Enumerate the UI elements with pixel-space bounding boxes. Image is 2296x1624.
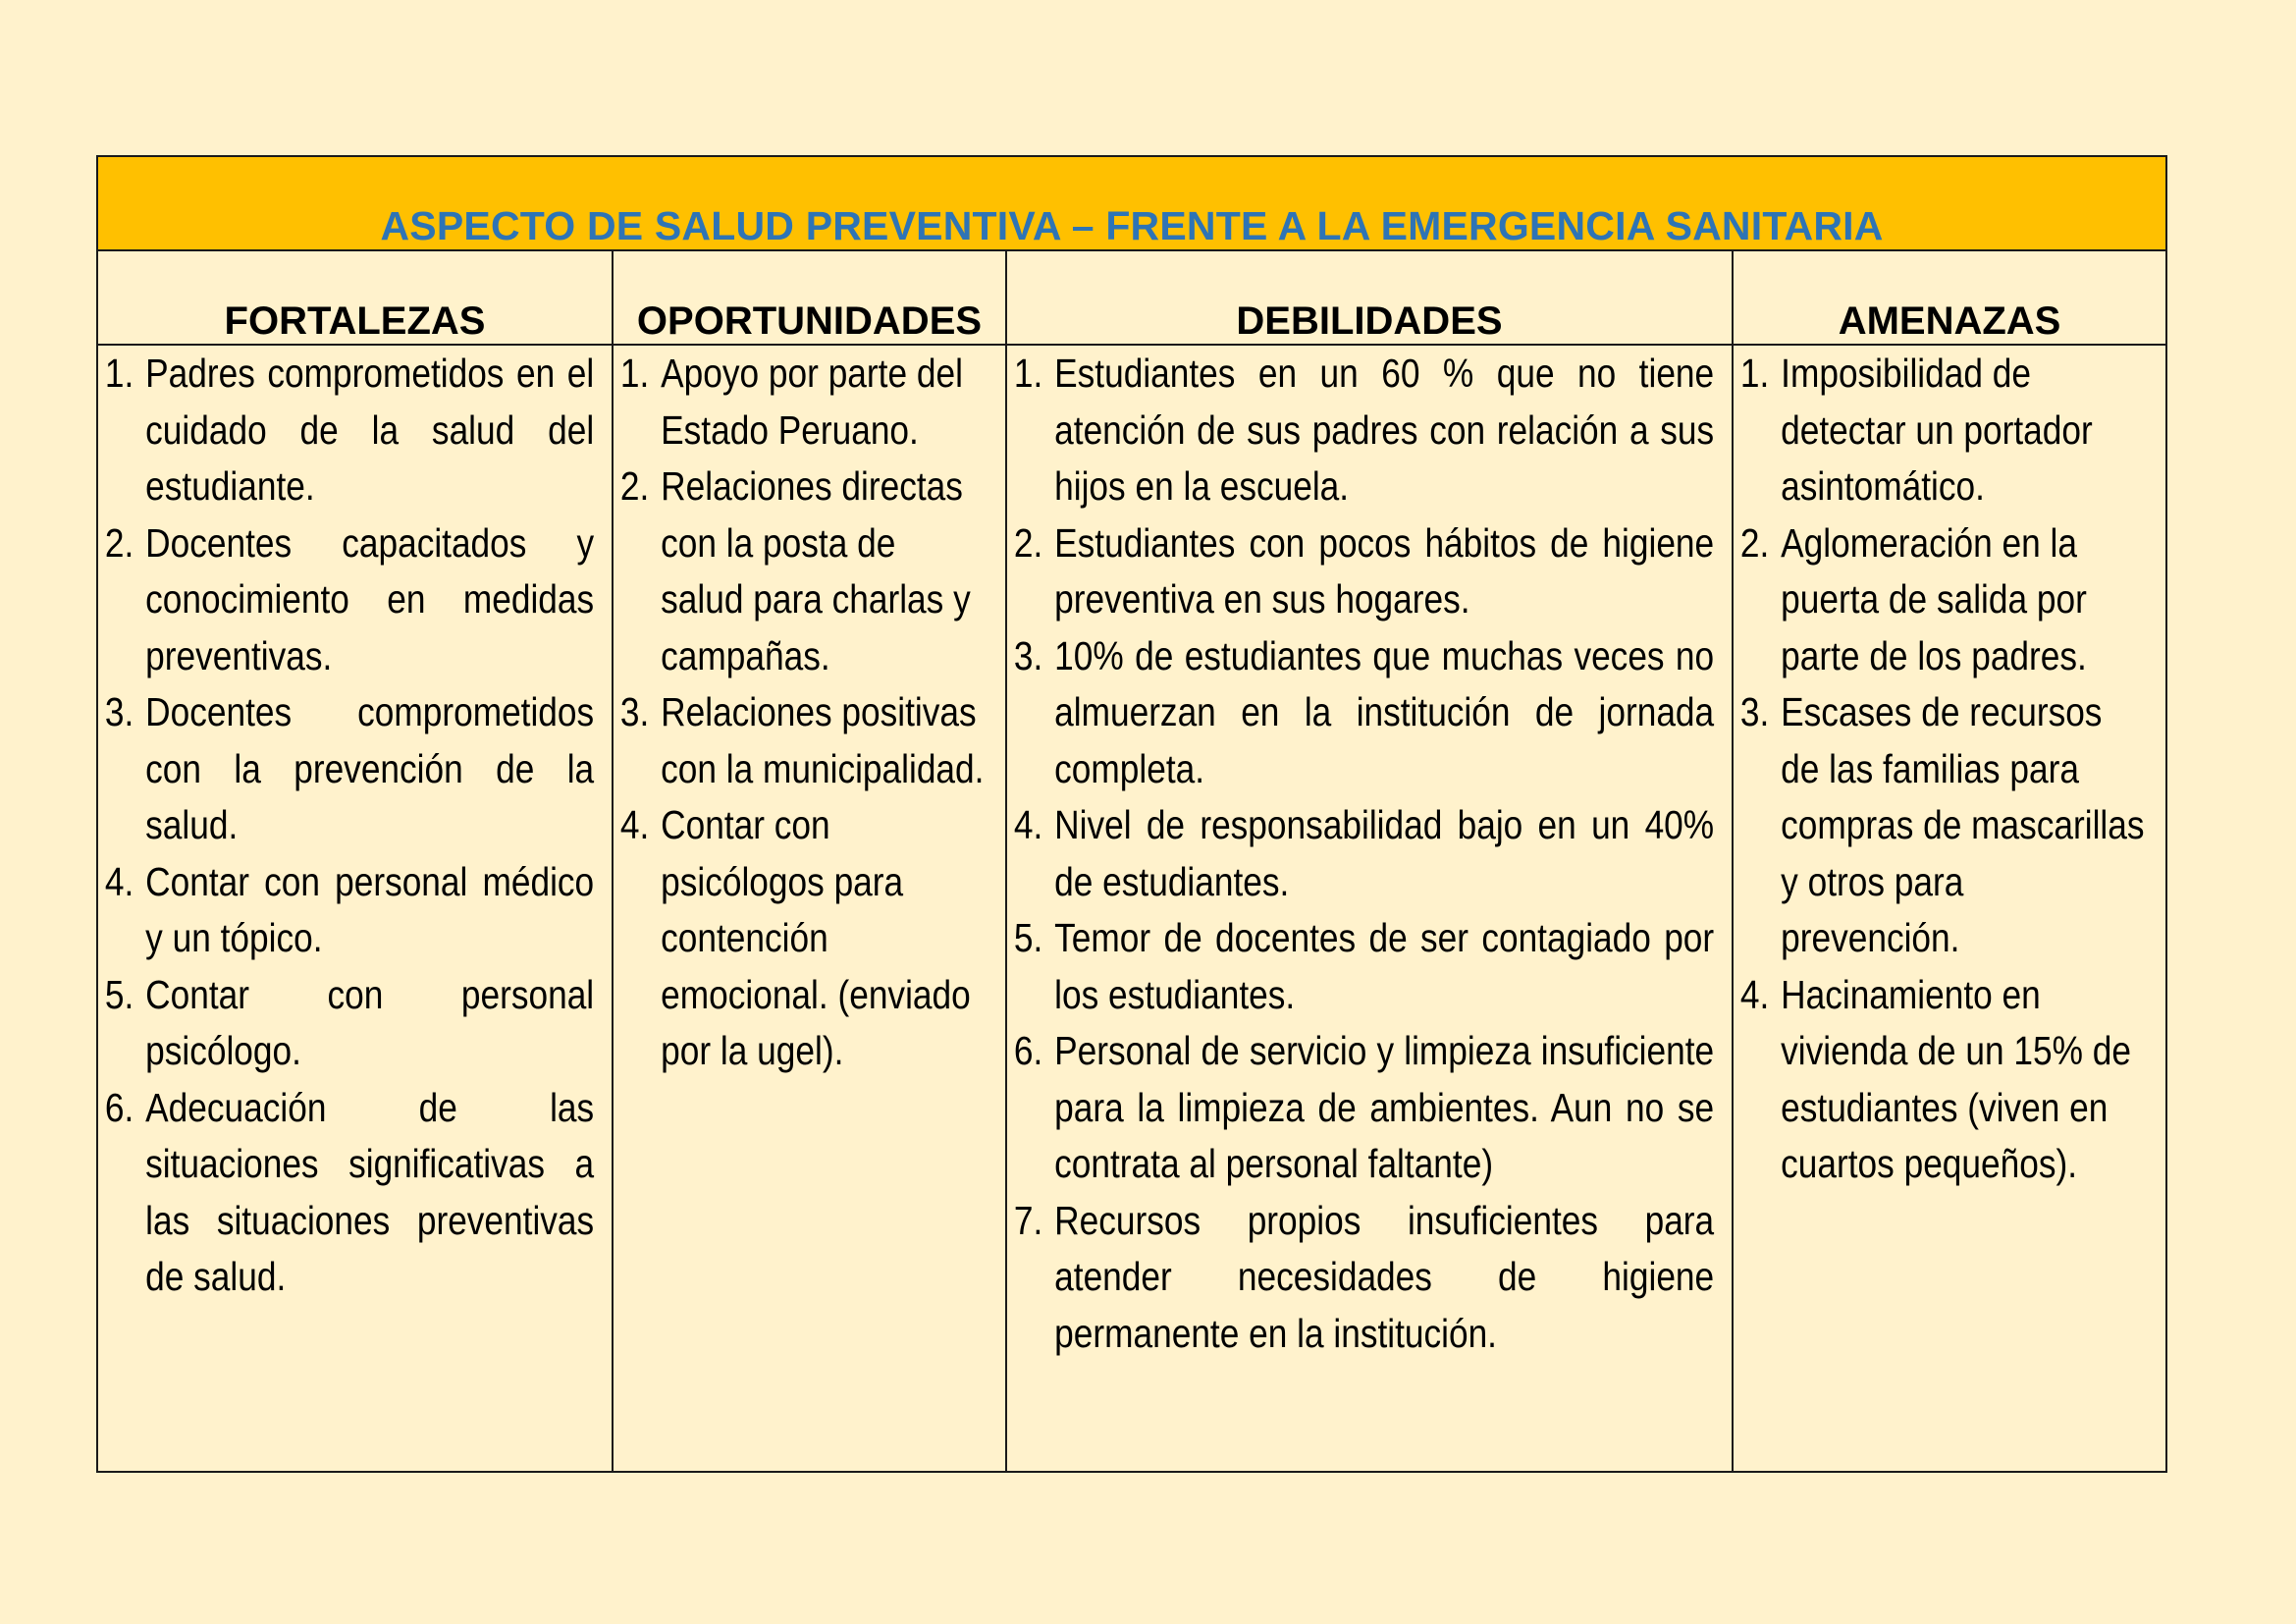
header-oportunidades: OPORTUNIDADES	[613, 250, 1006, 345]
list-item	[1007, 1023, 1714, 1193]
item-text: Hacinamiento en vivienda de un 15% de estudiantes (viven en cuartos pequeños).	[1781, 971, 2131, 1186]
list-item	[1734, 684, 2148, 967]
list-item	[614, 797, 988, 1080]
item-text: Contar con personal psicólogo.	[145, 971, 595, 1073]
item-number: 3.	[104, 689, 134, 734]
list-item	[1734, 967, 2148, 1193]
fortalezas-list	[98, 346, 612, 1306]
item-number: 6.	[1013, 1028, 1043, 1073]
item-number: 1.	[104, 351, 134, 396]
item-number: 6.	[104, 1084, 134, 1130]
item-number: 3.	[619, 689, 650, 734]
list-item	[98, 684, 594, 854]
item-text: Docentes comprometidos con la prevención de la salud.	[145, 689, 595, 847]
list-item	[1007, 628, 1714, 798]
content-row	[97, 345, 2166, 1472]
debilidades-list	[1007, 346, 1732, 1362]
fortalezas-cell	[97, 345, 613, 1472]
oportunidades-cell	[613, 345, 1006, 1472]
item-text: Imposibilidad de detectar un portador asintomático.	[1781, 351, 2093, 509]
item-number: 5.	[104, 971, 134, 1017]
item-number: 2.	[1013, 519, 1043, 566]
list-item	[614, 346, 988, 459]
list-item	[1007, 1193, 1714, 1363]
list-item	[1007, 515, 1714, 628]
list-item	[98, 967, 594, 1080]
debilidades-cell	[1006, 345, 1733, 1472]
item-number: 4.	[104, 858, 134, 904]
list-item	[1007, 346, 1714, 515]
item-text: Aglomeración en la puerta de salida por parte de los padres.	[1781, 519, 2087, 678]
header-row	[97, 250, 2166, 345]
header-fortalezas: FORTALEZAS	[97, 250, 613, 345]
list-item	[614, 459, 988, 684]
item-number: 2.	[1739, 519, 1770, 566]
item-number: 4.	[1739, 971, 1770, 1017]
item-text: Padres comprometidos en el cuidado de la salud del estudiante.	[145, 351, 595, 509]
item-text: Docentes capacitados y conocimiento en medidas preventivas.	[145, 519, 595, 678]
list-item	[98, 346, 594, 515]
header-debilidades: DEBILIDADES	[1006, 250, 1733, 345]
item-text: Temor de docentes de ser contagiado por los estudiantes.	[1054, 915, 1715, 1017]
item-number: 2.	[619, 463, 650, 509]
list-item	[1734, 346, 2148, 515]
item-text: Contar con personal médico y un tópico.	[145, 858, 595, 960]
item-number: 1.	[1013, 351, 1043, 396]
foda-table	[96, 155, 2167, 1473]
item-number: 1.	[1739, 351, 1770, 396]
item-number: 3.	[1013, 632, 1043, 678]
item-text: Escases de recursos de las familias para compras de mascarillas y otros para prevención.	[1781, 689, 2145, 960]
item-number: 4.	[619, 802, 650, 847]
list-item	[1007, 910, 1714, 1023]
item-text: Recursos propios insuficientes para atender necesidades de higiene permanente en la institución.	[1054, 1197, 1715, 1356]
list-item	[98, 854, 594, 967]
item-text: Personal de servicio y limpieza insuficiente para la limpieza de ambientes. Aun no se contrata al personal faltante)	[1054, 1028, 1715, 1186]
table-title: ASPECTO DE SALUD PREVENTIVA – FRENTE A LA EMERGENCIA SANITARIA	[97, 156, 2166, 250]
amenazas-cell	[1733, 345, 2166, 1472]
amenazas-list	[1734, 346, 2165, 1193]
item-text: 10% de estudiantes que muchas veces no almuerzan en la institución de jornada completa.	[1054, 632, 1715, 791]
item-number: 2.	[104, 519, 134, 566]
list-item	[1734, 515, 2148, 685]
item-number: 1.	[619, 351, 650, 396]
item-number: 4.	[1013, 802, 1043, 847]
header-amenazas: AMENAZAS	[1733, 250, 2166, 345]
list-item	[1007, 797, 1714, 910]
item-text: Nivel de responsabilidad bajo en un 40% de estudiantes.	[1054, 802, 1715, 904]
item-number: 3.	[1739, 689, 1770, 734]
list-item	[98, 1080, 594, 1306]
item-text: Estudiantes con pocos hábitos de higiene preventiva en sus hogares.	[1054, 519, 1715, 622]
title-row	[97, 156, 2166, 250]
item-text: Apoyo por parte del Estado Peruano.	[661, 351, 963, 453]
item-text: Relaciones directas con la posta de salud para charlas y campañas.	[661, 463, 971, 678]
item-text: Contar con psicólogos para contención emocional. (enviado por la ugel).	[661, 802, 971, 1073]
list-item	[98, 515, 594, 685]
item-text: Estudiantes en un 60 % que no tiene atención de sus padres con relación a sus hijos en la escuela.	[1054, 351, 1715, 509]
oportunidades-list	[614, 346, 1005, 1080]
item-text: Adecuación de las situaciones significativas a las situaciones preventivas de salud.	[145, 1084, 595, 1299]
item-number: 5.	[1013, 915, 1043, 960]
list-item	[614, 684, 988, 797]
item-text: Relaciones positivas con la municipalidad.	[661, 689, 985, 791]
item-number: 7.	[1013, 1197, 1043, 1243]
